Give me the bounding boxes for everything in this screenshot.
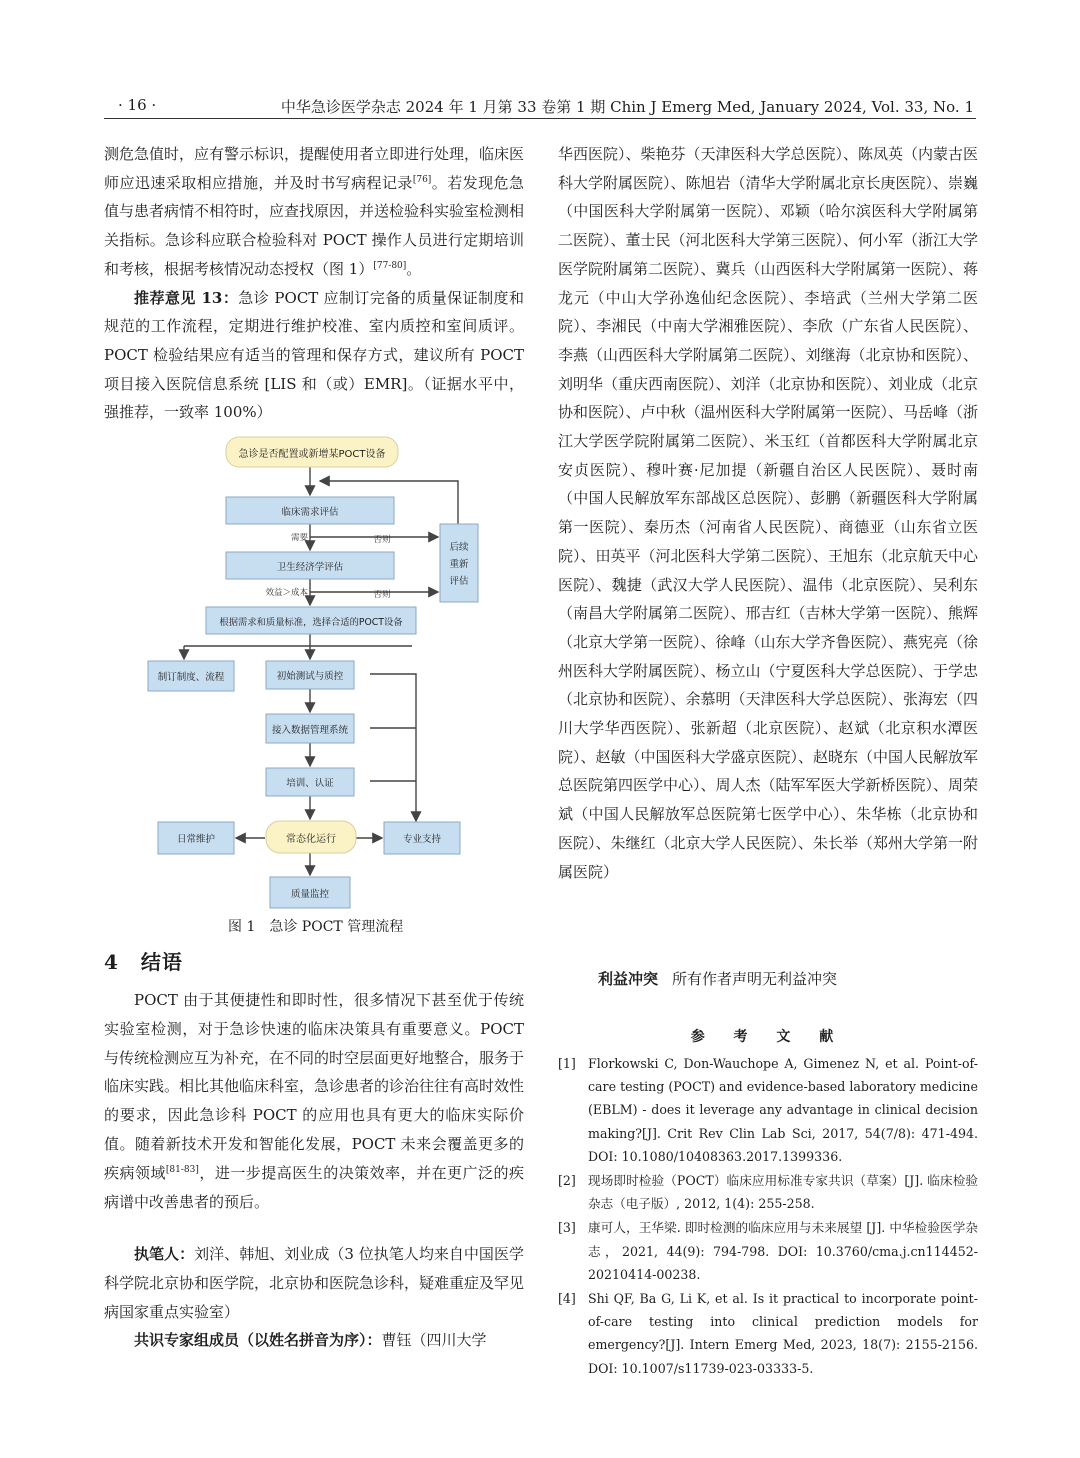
support-label: 专业支持 — [402, 834, 442, 845]
routine-label: 常态化运行 — [286, 834, 336, 845]
experts-start: 曹钰（四川大学 — [381, 1331, 487, 1350]
figure-caption: 图 1 急诊 POCT 管理流程 — [228, 919, 404, 935]
section-heading — [104, 946, 205, 975]
reference-item: [2] 现场即时检验（POCT）临床应用标准专家共识（草案）[J]. 临床检验杂志（电子版）, 2012, 1(4): 255-258. — [558, 1173, 978, 1212]
right-column — [558, 140, 978, 886]
page-number: · 16 · — [118, 96, 157, 114]
initial-test-label: 初始测试与质控 — [276, 671, 344, 682]
coi-text: 所有作者声明无利益冲突 — [672, 970, 838, 988]
conclusion-text: POCT 由于其便捷性和即时性，很多情况下甚至优于传统实验室检测，对于急诊快速的临床决策具有重要意义。POCT 与传统检测应互为补充，在不同的时空层面更好地整合，服务于临床实践。相比其他临床科室，急诊患者的诊治往往有高时效性的要求，因此急诊科 POCT 的应用也具有更大的临床实际价值。随着新技术开发和智能化发展，POCT 未来会覆盖更多的疾病领域[81-83]，进一步提高医生的决策效率，并在更广泛的疾病谱中改善患者的预后。 — [104, 991, 525, 1211]
experts-list: 华西医院）、柴艳芬（天津医科大学总医院）、陈凤英（内蒙古医科大学附属医院）、陈旭岩（清华大学附属北京长庚医院）、崇巍（中国医科大学附属第一医院）、邓颖（哈尔滨医科大学附属第二医院）、董士民（河北医科大学第三医院）、何小军（浙江大学医学院附属第二医院）、冀兵（山西医科大学附属第一医院）、蒋龙元（中山大学孙逸仙纪念医院）、李培武（兰州大学第二医院）、李湘民（中南大学湘雅医院）、李欣（广东省人民医院）、李燕（山西医科大学附属第二医院）、刘继海（北京协和医院）、刘明华（重庆西南医院）、刘洋（北京协和医院）、刘业成（北京协和医院）、卢中秋（温州医科大学附属第一医院）、马岳峰（浙江大学医学院附属第二医院）、米玉红（首都医科大学附属北京安贞医院）、穆叶赛·尼加提（新疆自治区人民医院）、聂时南（中国人民解放军东部战区总医院）、彭鹏（新疆医科大学附属第一医院）、秦历杰（河南省人民医院）、商德亚（山东省立医院）、田英平（河北医科大学第二医院）、王旭东（北京航天中心医院）、魏捷（武汉大学人民医院）、温伟（北京医院）、吴利东（南昌大学附属第二医院）、邢吉红（吉林大学第一医院）、熊辉（北京大学第一医院）、徐峰（山东大学齐鲁医院）、燕宪亮（徐州医科大学附属医院）、杨立山（宁夏医科大学总医院）、于学忠（北京协和医院）、余慕明（天津医科大学总医院）、张海宏（四川大学华西医院）、张新超（北京医院）、赵斌（北京积水潭医院）、赵敏（中国医科大学盛京医院）、赵晓东（中国人民解放军总医院第四医学中心）、周人杰（陆军军医大学新桥医院）、周荣斌（中国人民解放军总医院第七医学中心）、朱华栋（北京协和医院）、朱继红（北京大学人民医院）、朱长举（郑州大学第一附属医院） — [558, 145, 979, 881]
quality-monitor-label: 质量监控 — [290, 889, 330, 900]
left-column — [104, 140, 524, 427]
reference-item: [4] Shi QF, Ba G, Li K, et al. Is it practical to incorporate point-of-care testing into clinical prediction models for emergency?[J]. Intern Emerg Med, 2023, 18(7): 2155-2156. DOI: 10.1007/s11739-023-03333-5. — [558, 1291, 978, 1376]
references-list — [558, 1052, 978, 1381]
rules-label: 制订制度、流程 — [157, 672, 225, 683]
references-heading: 参 考 文 献 — [690, 1029, 846, 1045]
authors-block — [104, 1240, 524, 1355]
coi-label: 利益冲突 — [598, 970, 659, 988]
critical-value-paragraph: 测危急值时，应有警示标识，提醒使用者立即进行处理，临床医师应迅速采取相应措施，并及时书写病程记录[76]。若发现危急值与患者病情不相符时，应查找原因，并送检验科实验室检测相关指标。急诊科应联合检验科对 POCT 操作人员进行定期培训和考核，根据考核情况动态授权（图 1）[77-80]。 — [104, 145, 525, 278]
start-label: 急诊是否配置或新增某POCT设备 — [238, 449, 386, 460]
need-label: 需要 — [290, 533, 308, 543]
recommendation-label: 推荐意见 13： — [134, 288, 239, 307]
conflict-of-interest — [598, 968, 837, 989]
poct-management-flowchart — [140, 433, 490, 913]
section-title: 结语 — [140, 950, 183, 974]
select-device-label: 根据需求和质量标准，选择合适的POCT设备 — [219, 617, 403, 628]
training-label: 培训、认证 — [286, 778, 334, 789]
clinical-need-label: 临床需求评估 — [281, 507, 339, 518]
no-label-1: 否则 — [373, 535, 391, 545]
reference-item: [3] 康可人，王华梁. 即时检测的临床应用与未来展望 [J]. 中华检验医学杂志，2021, 44(9): 794-798. DOI: 10.3760/cma.j.cn114452-20210414-00238. — [558, 1220, 978, 1282]
no-label-2: 否则 — [373, 590, 391, 600]
journal-citation: 中华急诊医学杂志 2024 年 1 月第 33 卷第 1 期 Chin J Emerg Med, January 2024, Vol. 33, No. 1 — [280, 98, 974, 116]
running-head — [104, 94, 976, 119]
reference-item: [1] Florkowski C, Don-Wauchope A, Gimenez N, et al. Point-of-care testing (POCT) and evidence-based laboratory medicine (EBLM) - does it leverage any advantage in clinical decision making?[J]. Crit Rev Clin Lab Sci, 2017, 54(7/8): 471-494. DOI: 10.1080/10408363.2017.1399336. — [558, 1056, 978, 1164]
data-mgmt-label: 接入数据管理系统 — [271, 725, 349, 736]
authors-label: 执笔人： — [134, 1245, 195, 1263]
followup-label: 后续重新评估 — [449, 542, 469, 587]
authors-text: 刘洋、韩旭、刘业成（3 位执笔人均来自中国医学科学院北京协和医学院，北京协和医院急诊科，疑难重症及罕见病国家重点实验室） — [104, 1245, 525, 1321]
experts-label: 共识专家组成员（以姓名拼音为序）： — [134, 1331, 382, 1350]
health-econ-label: 卫生经济学评估 — [276, 562, 344, 573]
section-number: 4 — [104, 950, 119, 974]
benefit-label: 效益＞成本 — [265, 588, 308, 598]
recommendation-13: 推荐意见 13：急诊 POCT 应制订完备的质量保证制度和规范的工作流程，定期进行维护校准、室内质控和室间质评。POCT 检验结果应有适当的管理和保存方式，建议所有 POCT 项目接入医院信息系统 [LIS 和（或）EMR]。（证据水平中，强推荐，一致率 100%） — [104, 288, 524, 422]
daily-maintenance-label: 日常维护 — [176, 834, 216, 845]
